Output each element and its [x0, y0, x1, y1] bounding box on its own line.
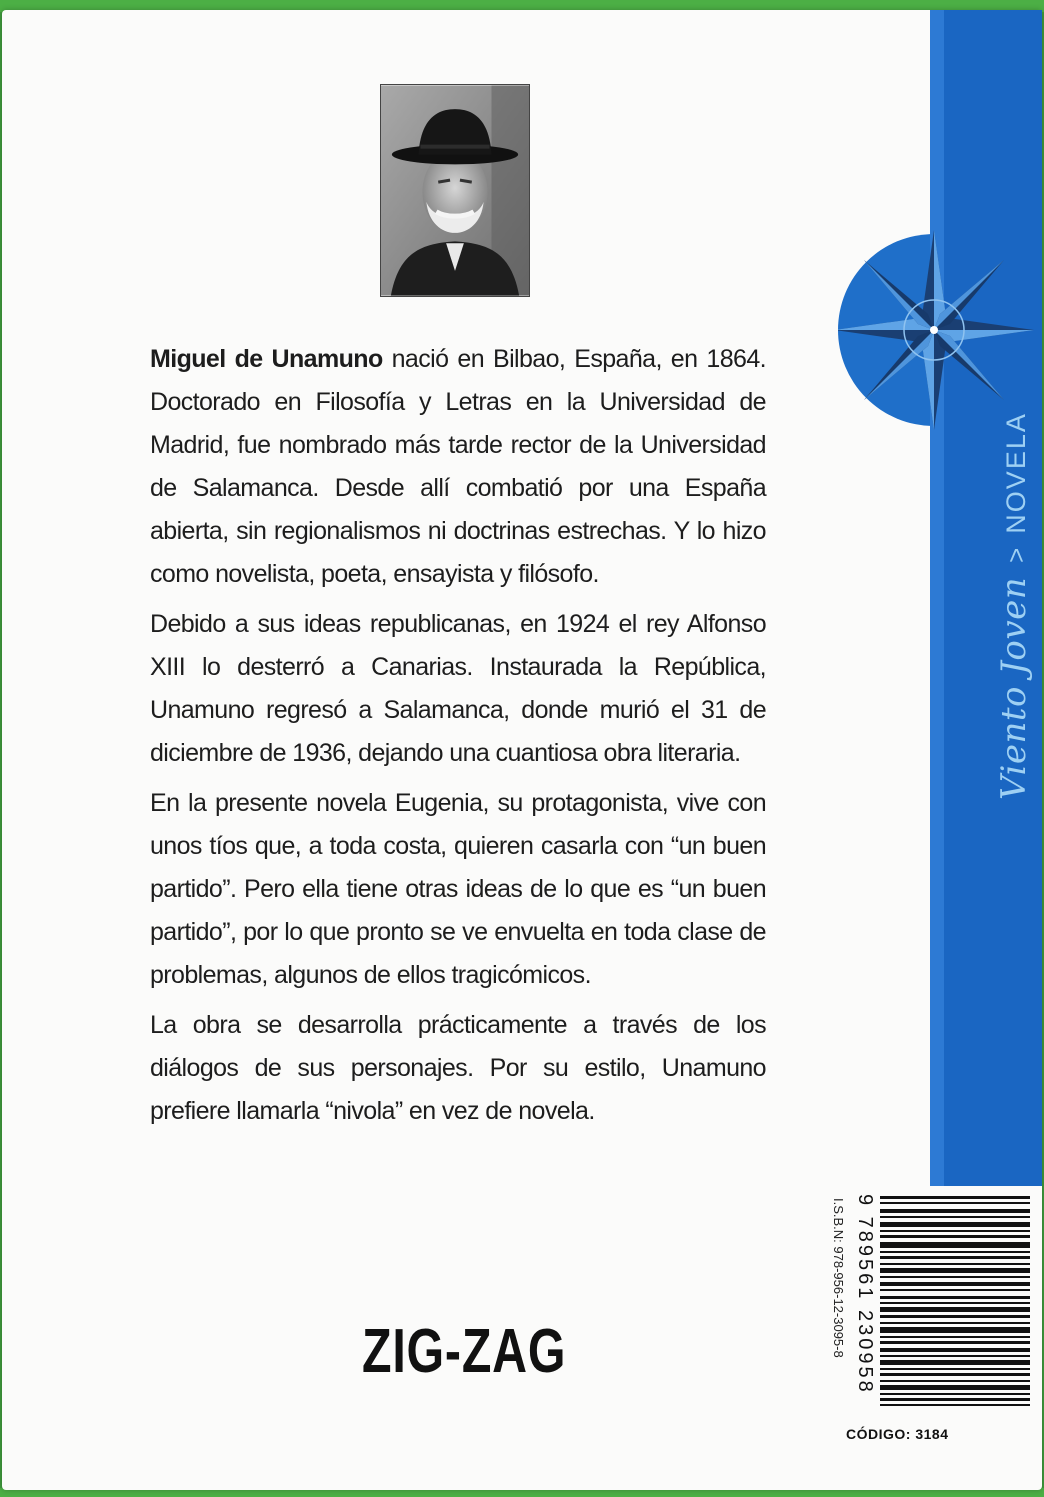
exile-paragraph: Debido a sus ideas republicanas, en 1924 el rey Alfonso XIII lo desterró a Canarias. Instaurada la República, Unamuno regresó a Salamanca, donde murió el 31 de diciembre de 1936, dejando una cuantiosa obra literaria. — [150, 610, 766, 767]
plot-paragraph: En la presente novela Eugenia, su protagonista, vive con unos tíos que, a toda costa, quieren casarla con “un buen partido”. Pero ella tiene otras ideas de lo que es “un buen partido”, por lo que pronto se ve envuelta en toda clase de problemas, algunos de ellos tragicómicos. — [150, 789, 766, 989]
series-label — [994, 412, 1034, 800]
publisher-logo: ZIG-ZAG — [362, 1317, 567, 1386]
series-genre: NOVELA — [1001, 412, 1031, 534]
barcode-digits: 9 789561 230958 — [854, 1194, 876, 1395]
author-portrait-photo — [380, 84, 530, 297]
biography-text: nació en Bilbao, España, en 1864. Doctorado en Filosofía y Letras en la Universidad de Madrid, fue nombrado más tarde rector de la Universidad de Salamanca. Desde allí combatió por una España abierta, sin regionalismos ni doctrinas estrechas. Y lo hizo como novelista, poeta, ensayista y filósofo. — [150, 345, 766, 588]
barcode-icon — [880, 1196, 1030, 1408]
synopsis-text — [150, 338, 766, 1140]
series-separator: > — [1001, 547, 1031, 563]
isbn-number: I.S.B.N: 978-956-12-3095-8 — [831, 1198, 846, 1358]
compass-star-icon — [838, 226, 1042, 436]
spine-highlight — [930, 10, 944, 1186]
biography-paragraph — [150, 338, 766, 596]
style-paragraph: La obra se desarrolla prácticamente a través de los diálogos de sus personajes. Por su estilo, Unamuno prefiere llamarla “nivola” en vez de novela. — [150, 1011, 766, 1125]
author-name: Miguel de Unamuno — [150, 345, 383, 373]
product-code: CÓDIGO: 3184 — [846, 1426, 949, 1442]
series-name: Viento Joven — [994, 576, 1034, 800]
